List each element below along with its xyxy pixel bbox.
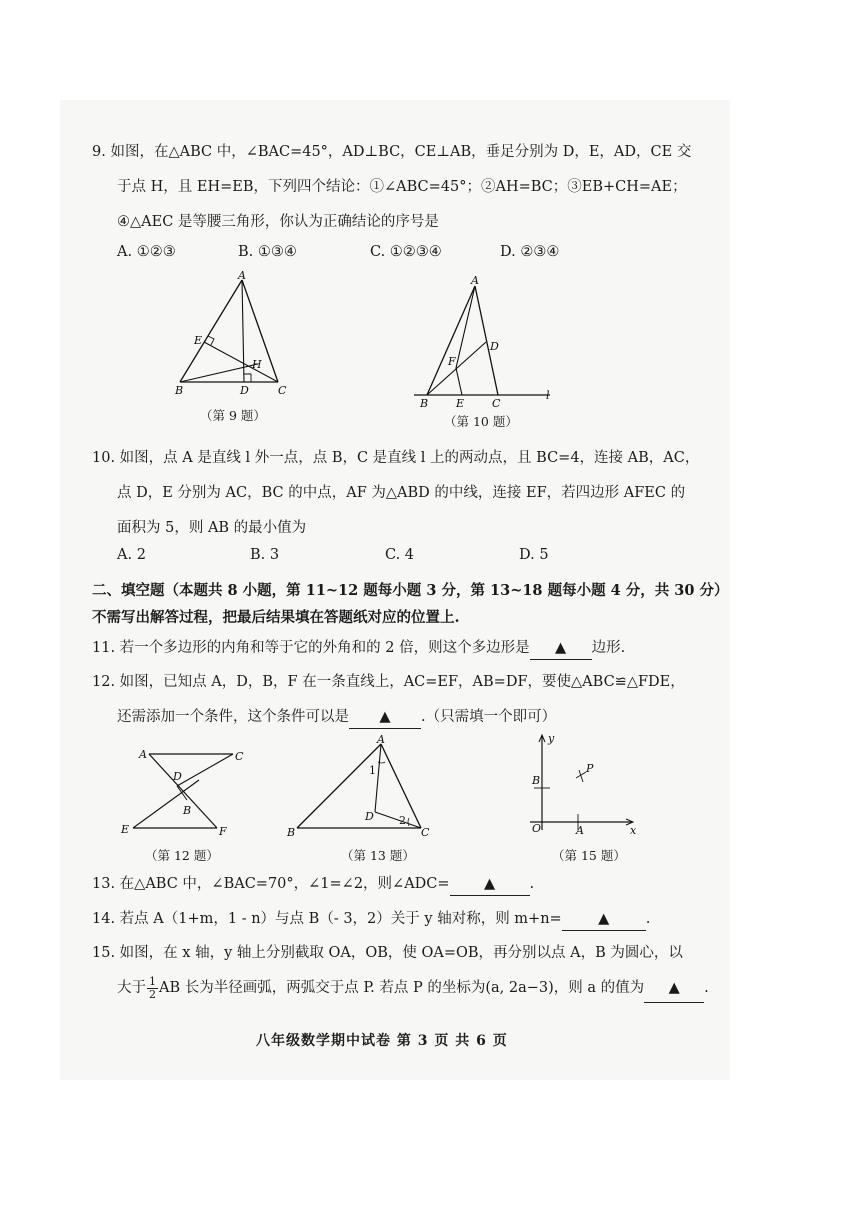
fig13-label-2: 2 (399, 814, 406, 827)
q10-line1: 10. 如图，点 A 是直线 l 外一点，点 B，C 是直线 l 上的两动点，且 BC=4，连接 AB，AC， (92, 450, 700, 466)
q14-answer-blank: ▲ (562, 908, 646, 931)
q15-fraction (147, 976, 158, 1001)
q10-line2: 点 D，E 分别为 AC，BC 的中点，AF 为△ABD 的中线，连接 EF，若四边形 AFEC 的 (117, 485, 686, 501)
fig10-label-a: A (471, 274, 479, 287)
q9-option-a: A. ①②③ (117, 244, 176, 260)
fig15-label-b: B (532, 774, 541, 787)
q10-option-d: D. 5 (519, 547, 549, 563)
q15-mid: AB 长为半径画弧，两弧交于点 P. 若点 P 的坐标为(a, 2a−3)，则 a 的值为 (159, 980, 645, 996)
fig12-caption: （第 12 题） (145, 848, 219, 863)
q14-text: 14. 若点 A（1+m，1 - n）与点 B（- 3，2）关于 y 轴对称，则 m+n= (92, 911, 562, 927)
figure-9 (160, 270, 310, 400)
q9-line1: 9. 如图，在△ABC 中，∠BAC=45°，AD⊥BC，CE⊥AB，垂足分别为 D，E，AD，CE 交 (92, 144, 692, 160)
fig13-label-d: D (365, 810, 374, 823)
q12 (117, 706, 556, 729)
fig10-label-b: B (420, 397, 429, 408)
fig13-caption: （第 13 题） (341, 848, 415, 863)
q15-line2 (117, 974, 709, 1003)
q9-option-b: B. ①③④ (238, 244, 297, 260)
fig9-label-b: B (175, 384, 184, 397)
fig12-label-c: C (235, 750, 244, 763)
fig10-label-c: C (492, 397, 501, 408)
fig15-label-a: A (576, 824, 584, 837)
fig9-label-h: H (252, 358, 262, 371)
section2-instruction: 不需写出解答过程，把最后结果填在答题纸对应的位置上. (92, 609, 460, 626)
fig12-label-e: E (121, 823, 130, 836)
q10-line3: 面积为 5，则 AB 的最小值为 (117, 520, 307, 536)
q9-line3: ④△AEC 是等腰三角形，你认为正确结论的序号是 (117, 214, 439, 230)
fig13-label-c: C (421, 826, 430, 838)
q11-text: 11. 若一个多边形的内角和等于它的外角和的 2 倍，则这个多边形是 (92, 640, 530, 656)
q12-text: 还需添加一个条件，这个条件可以是 (117, 709, 349, 725)
page-footer: 八年级数学期中试卷 第 3 页 共 6 页 (256, 1033, 508, 1049)
q12-line1: 12. 如图，已知点 A，D，B，F 在一条直线上，AC=EF，AB=DF，要使△ABC≌△FDE， (92, 674, 685, 690)
fig10-label-f: F (448, 355, 456, 368)
fig10-label-l: l (546, 389, 550, 402)
q15-frac-den: 2 (149, 987, 156, 1001)
q15-tail: . (704, 980, 709, 996)
q15-pre: 大于 (117, 980, 146, 996)
q15-frac-num: 1 (149, 974, 156, 988)
fig9-label-a: A (238, 270, 246, 282)
q11-answer-blank: ▲ (530, 637, 592, 660)
q13-text: 13. 在△ABC 中，∠BAC=70°，∠1=∠2，则∠ADC= (92, 876, 450, 892)
q12-tail: .（只需填一个即可） (421, 709, 557, 725)
figure-12 (115, 740, 245, 840)
q14-tail: . (645, 911, 651, 927)
fig15-label-o: O (532, 822, 542, 835)
fig15-label-y: y (548, 732, 555, 745)
q15-answer-blank: ▲ (644, 974, 704, 1003)
q9-line2: 于点 H，且 EH=EB，下列四个结论：①∠ABC=45°；②AH=BC；③EB+CH=AE； (117, 179, 687, 195)
fig13-label-a: A (377, 733, 385, 746)
fig12-label-b: B (183, 804, 192, 817)
figure-10 (410, 272, 570, 408)
q13 (92, 873, 534, 896)
q9-option-d: D. ②③④ (500, 244, 560, 260)
fig15-label-x: x (630, 824, 637, 837)
q10-option-b: B. 3 (250, 547, 280, 563)
fig15-caption: （第 15 题） (552, 848, 626, 863)
section2-heading: 二、填空题（本题共 8 小题，第 11~12 题每小题 3 分，第 13~18 题每小题 4 分，共 30 分） (92, 582, 729, 599)
fig9-label-d: D (240, 384, 249, 397)
fig15-label-p: P (586, 762, 594, 775)
figure-13 (285, 732, 435, 838)
fig12-label-f: F (219, 825, 227, 838)
q14 (92, 908, 650, 931)
fig9-caption: （第 9 题） (200, 408, 266, 423)
fig13-label-b: B (287, 826, 296, 838)
figure-15 (520, 730, 640, 840)
fig13-label-1: 1 (369, 764, 376, 777)
fig10-caption: （第 10 题） (444, 414, 518, 429)
fig9-label-c: C (278, 384, 287, 397)
q11 (92, 637, 625, 660)
fig9-label-e: E (194, 334, 203, 347)
q10-option-c: C. 4 (385, 547, 415, 563)
q13-answer-blank: ▲ (450, 873, 530, 896)
fig12-label-a: A (139, 748, 147, 761)
fig10-label-d: D (490, 340, 499, 353)
q13-tail: . (529, 876, 535, 892)
fig10-label-e: E (456, 397, 465, 408)
q12-answer-blank: ▲ (349, 706, 421, 729)
q11-tail: 边形. (591, 640, 626, 656)
q10-option-a: A. 2 (117, 547, 146, 563)
q9-option-c: C. ①②③④ (370, 244, 442, 260)
fig12-label-d: D (173, 770, 182, 783)
q15-line1: 15. 如图，在 x 轴，y 轴上分别截取 OA，OB，使 OA=OB，再分别以点 A，B 为圆心，以 (92, 945, 683, 961)
